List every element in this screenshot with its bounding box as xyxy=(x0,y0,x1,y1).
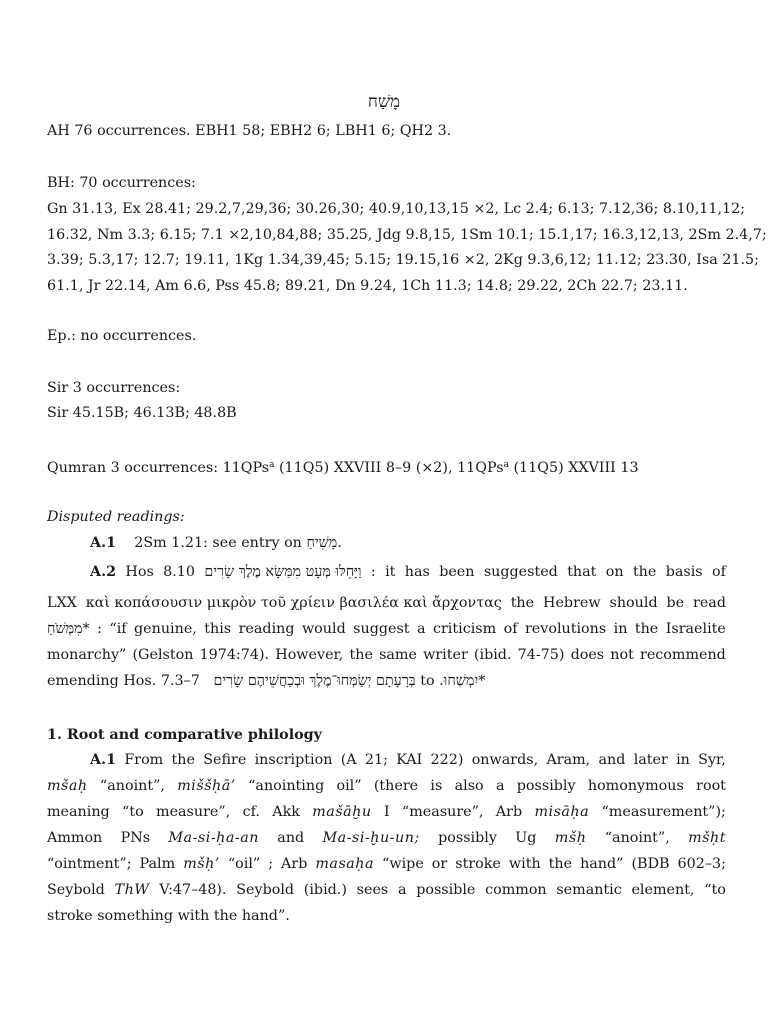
text-word: and xyxy=(277,830,305,846)
text-word: : xyxy=(97,621,102,637)
text-word: semantic xyxy=(556,882,622,898)
text-word: Israelite xyxy=(665,621,726,637)
text-word: Palm xyxy=(139,856,176,872)
text-word: 1974:74). xyxy=(199,647,270,663)
text-word: 74-75) xyxy=(517,647,565,663)
text-word: reading xyxy=(238,621,295,637)
text-word: Hebrew xyxy=(543,595,601,611)
text-word: root xyxy=(696,778,726,794)
text-word: “if xyxy=(109,621,127,637)
qumran-mid: (11Q5) XXVIII 8–9 (×2), 11QPs xyxy=(274,460,504,476)
text-word: Hos xyxy=(125,564,154,580)
text-word: 21; xyxy=(364,752,388,768)
text-word: genuine, xyxy=(134,621,197,637)
text-word: in xyxy=(613,621,628,637)
text-word: Sefire xyxy=(203,752,247,768)
text-word: homonymous xyxy=(587,778,684,794)
text-word: basis xyxy=(665,564,703,580)
text-word: “to xyxy=(122,804,144,820)
text-word: PNs xyxy=(120,830,151,846)
text-word: should xyxy=(609,595,658,611)
text-word: Ammon xyxy=(47,830,103,846)
section-1-line xyxy=(47,802,726,822)
text-word: “anoint”, xyxy=(99,778,165,794)
text-word: possibly xyxy=(438,830,497,846)
a2-emend-hebrew-2: *יִמְשְׁחוּ. xyxy=(439,673,486,689)
text-word: miššḥā’ xyxy=(177,778,236,794)
text-word: on xyxy=(605,564,624,580)
text-word: mšḥ’ xyxy=(183,856,220,872)
text-word: does xyxy=(570,647,605,663)
text-word: καὶ κοπάσουσιν μικρὸν τοῦ χρίειν βασιλέα καὶ ἄρχοντας xyxy=(85,595,502,611)
text-word: *מִמְּשֹׁחַ xyxy=(47,621,90,637)
text-word: revolutions xyxy=(524,621,607,637)
disputed-a2-line xyxy=(47,645,726,665)
text-word: Ug xyxy=(515,830,537,846)
text-word: a xyxy=(495,778,505,794)
text-word: Aram, xyxy=(546,752,591,768)
text-word: cf. xyxy=(242,804,260,820)
disputed-a1-text: 2Sm 1.21: see entry on מָשִׁיחַ. xyxy=(134,535,342,551)
text-word: “measurement”); xyxy=(601,804,726,820)
text-word: writer xyxy=(423,647,468,663)
disputed-a2-line xyxy=(90,562,726,582)
a2-emend-text: emending Hos. 7.3–7 xyxy=(47,673,200,689)
section-1-line xyxy=(47,828,726,848)
text-word: “to xyxy=(704,882,726,898)
disputed-a2-label: A.2 xyxy=(90,564,117,580)
section-1-a1-label: A.1 xyxy=(90,752,117,768)
text-word: the xyxy=(632,564,657,580)
text-word: ThW xyxy=(114,882,150,898)
text-word: 8.10 xyxy=(163,564,195,580)
text-word: meaning xyxy=(47,804,110,820)
text-word: that xyxy=(567,564,597,580)
text-word: LXX xyxy=(47,595,77,611)
text-word: recommend xyxy=(639,647,726,663)
bh-refs-line: Gn 31.13, Ex 28.41; 29.2,7,29,36; 30.26,30; 40.9,10,13,15 ×2, Lc 2.4; 6.13; 7.12,36; 8.10,11,12; xyxy=(47,201,746,217)
text-word: a xyxy=(397,882,407,898)
qumran-summary xyxy=(47,455,639,478)
qumran-suffix: (11Q5) XXVIII 13 xyxy=(508,460,639,476)
text-word: be xyxy=(666,595,685,611)
ah-summary: AH 76 occurrences. EBH1 58; EBH2 6; LBH1 6; QH2 3. xyxy=(47,123,452,139)
qumran-sup-a: a xyxy=(269,460,275,470)
text-word: (Gelston xyxy=(132,647,194,663)
text-word: (BDB xyxy=(631,856,670,872)
text-word: has xyxy=(404,564,430,580)
text-word: From xyxy=(124,752,164,768)
text-word: 602–3; xyxy=(677,856,726,872)
ep-summary: Ep.: no occurrences. xyxy=(47,328,197,344)
section-1-line xyxy=(90,750,726,770)
text-word: measure”, xyxy=(156,804,231,820)
text-word: the xyxy=(171,752,195,768)
text-word: 222) xyxy=(430,752,464,768)
text-word: stroke xyxy=(455,856,501,872)
headword: מָשַׁח xyxy=(367,92,401,112)
text-word: Ma-si-ḥa-an xyxy=(168,830,259,846)
section-1-line: stroke something with the hand”. xyxy=(47,908,290,924)
text-word: not xyxy=(610,647,634,663)
text-word: in xyxy=(676,752,690,768)
text-word: mašāḫu xyxy=(312,804,372,820)
bh-refs-line: 16.32, Nm 3.3; 6.15; 7.1 ×2,10,84,88; 35.25, Jdg 9.8,15, 1Sm 10.1; 15.1,17; 16.3,12,13, 2Sm 2.4,7; xyxy=(47,227,767,243)
text-word: (there xyxy=(373,778,419,794)
text-word: “ointment”; xyxy=(47,856,132,872)
text-word: (ibid.) xyxy=(303,882,347,898)
text-word: sees xyxy=(356,882,389,898)
text-word: element, xyxy=(631,882,695,898)
text-word: hand” xyxy=(580,856,624,872)
text-word: a xyxy=(417,621,426,637)
text-word: possible xyxy=(416,882,476,898)
text-word: “anointing xyxy=(248,778,325,794)
text-word: the xyxy=(349,647,373,663)
text-word: misāḥa xyxy=(534,804,590,820)
text-word: monarchy” xyxy=(47,647,127,663)
bh-refs-line: 3.39; 5.3,17; 12.7; 19.11, 1Kg 1.34,39,45; 5.15; 19.15,16 ×2, 2Kg 9.3,6,12; 11.12; 23.30, Isa 21.5; xyxy=(47,252,759,268)
section-1-line xyxy=(47,854,726,874)
section-1-line xyxy=(47,880,726,900)
text-word: “oil” xyxy=(227,856,261,872)
a2-emend-to: to xyxy=(415,673,440,689)
disputed-a2-line xyxy=(47,671,485,691)
text-word: would xyxy=(301,621,346,637)
text-word: However, xyxy=(275,647,344,663)
text-word: Syr, xyxy=(698,752,726,768)
text-word: (ibid. xyxy=(473,647,512,663)
text-word: suggest xyxy=(353,621,410,637)
text-word: of xyxy=(503,621,518,637)
text-word: it xyxy=(385,564,396,580)
text-word: (A xyxy=(340,752,357,768)
text-word: and xyxy=(598,752,626,768)
sir-heading: Sir 3 occurrences: xyxy=(47,380,181,396)
text-word: Arb xyxy=(495,804,523,820)
text-word: the xyxy=(548,856,573,872)
text-word: masaḥa xyxy=(315,856,375,872)
text-word: with xyxy=(508,856,541,872)
text-word: I xyxy=(383,804,390,820)
text-word: mšḥ xyxy=(554,830,587,846)
text-word: same xyxy=(379,647,417,663)
text-word: is xyxy=(430,778,443,794)
text-word: “anoint”, xyxy=(604,830,670,846)
text-word: or xyxy=(431,856,448,872)
text-word: read xyxy=(693,595,726,611)
text-word: Arb xyxy=(281,856,308,872)
text-word: criticism xyxy=(432,621,497,637)
text-word: been xyxy=(439,564,475,580)
text-word: possibly xyxy=(516,778,576,794)
text-word: suggested xyxy=(483,564,558,580)
text-word: mšḥt xyxy=(688,830,726,846)
text-word: the xyxy=(510,595,535,611)
disputed-a2-line xyxy=(47,593,726,613)
text-word: “wipe xyxy=(382,856,424,872)
text-word: Akk xyxy=(272,804,300,820)
text-word: onwards, xyxy=(471,752,539,768)
qumran-prefix: Qumran 3 occurrences: 11QPs xyxy=(47,460,270,476)
text-word: oil” xyxy=(336,778,362,794)
text-word: “measure”, xyxy=(401,804,484,820)
text-word: the xyxy=(634,621,659,637)
disputed-a1-label: A.1 xyxy=(90,535,117,551)
text-word: : xyxy=(370,564,376,580)
text-word: Ma-si-ḫu-un; xyxy=(322,830,420,846)
text-word: of xyxy=(711,564,726,580)
disputed-heading: Disputed readings: xyxy=(47,509,185,525)
disputed-a1 xyxy=(90,533,342,553)
text-word: also xyxy=(454,778,484,794)
text-word: this xyxy=(204,621,232,637)
text-word: inscription xyxy=(254,752,333,768)
text-word: וַיָּחֵלּוּ מְּעָט מִמַּשָּׂא מֶלֶךְ שָׂרִים xyxy=(204,564,362,580)
disputed-a2-line xyxy=(47,619,726,639)
text-word: Seybold xyxy=(236,882,295,898)
sir-refs: Sir 45.15B; 46.13B; 48.8B xyxy=(47,405,237,421)
text-word: Seybold xyxy=(47,882,105,898)
text-word: V:47–48). xyxy=(159,882,227,898)
bh-refs-line: 61.1, Jr 22.14, Am 6.6, Pss 45.8; 89.21, Dn 9.24, 1Ch 11.3; 14.8; 29.22, 2Ch 22.7; 23.11. xyxy=(47,278,688,294)
text-word: ; xyxy=(268,856,274,872)
text-word: later xyxy=(633,752,668,768)
a2-emend-hebrew: בְּרָעָתָם יְשַׂמְּחוּ־מֶלֶךְ וּבְכַחֲשֵׁיהֶם שָׂרִים xyxy=(213,673,416,689)
section-1-heading: 1. Root and comparative philology xyxy=(47,727,322,743)
text-word: common xyxy=(485,882,547,898)
qumran-sup-a: a xyxy=(503,460,509,470)
text-word: KAI xyxy=(396,752,423,768)
section-1-line xyxy=(47,776,726,796)
bh-heading: BH: 70 occurrences: xyxy=(47,175,196,191)
text-word: mšaḥ xyxy=(47,778,88,794)
